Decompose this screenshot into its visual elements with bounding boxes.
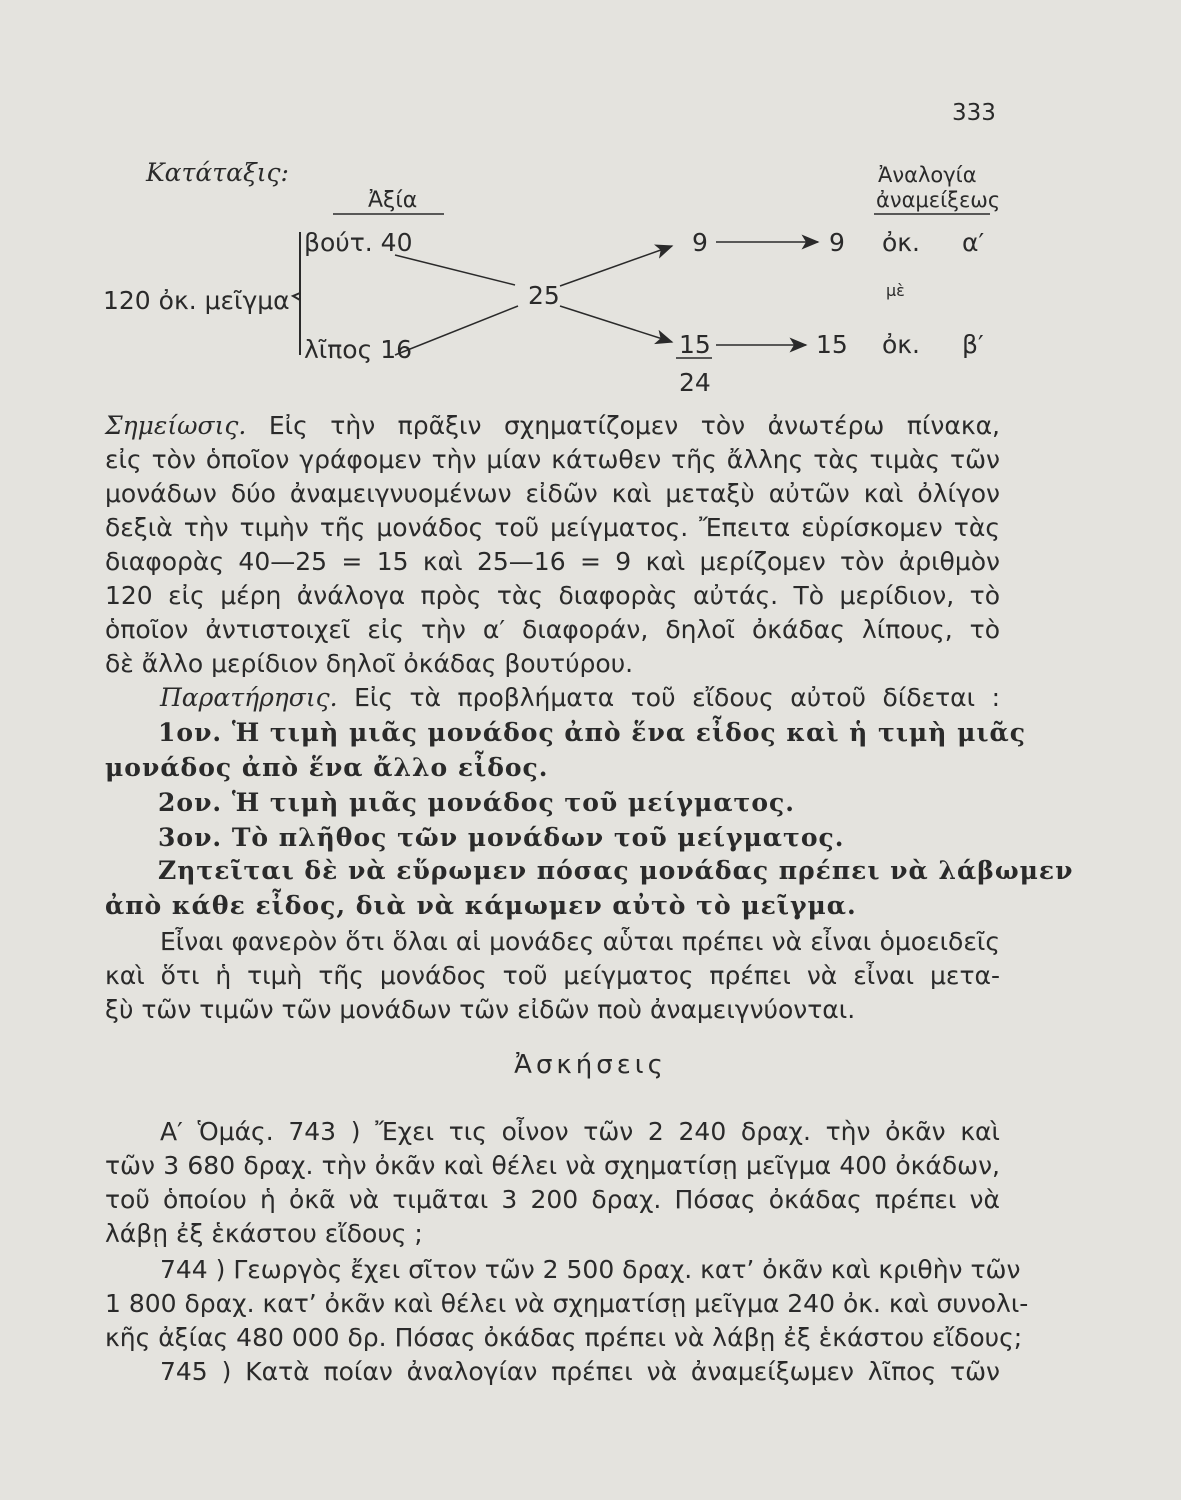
note-line-3: μονάδων δύο ἀναμειγνυομένων εἰδῶν καὶ μεταξὺ αὐτῶν καὶ ὀλίγον: [105, 479, 1000, 508]
value-header: Ἀξία: [368, 188, 418, 213]
closing-line-1: Εἶναι φανερὸν ὅτι ὅλαι αἱ μονάδες αὗται πρέπει νὰ εἶναι ὁμοειδεῖς: [160, 927, 1000, 956]
note-line-6: 120 εἰς μέρη ἀνάλογα πρὸς τὰς διαφορὰς αὐτάς. Τὸ μερίδιον, τὸ: [105, 581, 1000, 610]
closing-line-2: καὶ ὅτι ἡ τιμὴ τῆς μονάδος τοῦ μείγματος πρέπει νὰ εἶναι μετα-: [105, 961, 1000, 990]
mix-value: 25: [528, 281, 560, 310]
unit-1: ὀκ.: [882, 228, 920, 257]
note-line-1: Σημείωσις. Εἰς τὴν πρᾶξιν σχηματίζομεν τὸν ἀνωτέρω πίνακα,: [105, 411, 1001, 440]
ratio-header-line2: ἀναμείξεως: [876, 188, 1001, 212]
exercise-line-3: τοῦ ὁποίου ἡ ὀκᾶ νὰ τιμᾶται 3 200 δραχ. Πόσας ὀκάδας πρέπει νὰ: [105, 1185, 1000, 1214]
note-line-2: εἰς τὸν ὁποῖον γράφομεν τὴν μίαν κάτωθεν τῆς ἄλλης τὰς τιμὰς τῶν: [105, 445, 1000, 474]
observation-line: Παρατήρησις. Εἰς τὰ προβλήματα τοῦ εἴδους αὐτοῦ δίδεται :: [160, 683, 1000, 712]
item-fat: λῖπος 16: [304, 335, 413, 364]
diagram-title: Κατάταξις:: [146, 158, 289, 187]
item-butter: βούτ. 40: [304, 228, 413, 257]
cross-line-2: [395, 306, 518, 355]
exercise-line-4: λάβῃ ἐξ ἑκάστου εἴδους ;: [105, 1219, 423, 1248]
ordinal-1: α′: [962, 228, 985, 257]
difference-2: 15: [679, 330, 711, 359]
mixture-label: 120 ὀκ. μεῖγμα: [103, 286, 290, 315]
arrow-to-15: [560, 306, 672, 342]
difference-1: 9: [692, 228, 708, 257]
observation-label: Παρατήρησις.: [160, 683, 338, 712]
cross-line-1: [395, 255, 515, 285]
ordinal-2: β′: [962, 330, 984, 359]
note-label: Σημείωσις.: [105, 411, 247, 440]
bold-question: Ζητεῖται δὲ νὰ εὕρωμεν πόσας μονάδας πρέπει νὰ λάβωμεν: [158, 856, 1074, 885]
note-line-8: δὲ ἄλλο μερίδιον δηλοῖ ὀκάδας βουτύρου.: [105, 649, 634, 678]
conjunction: μὲ: [886, 281, 905, 300]
diagram-lines: [0, 0, 1181, 420]
exercise-line-7: κῆς ἀξίας 480 000 δρ. Πόσας ὀκάδας πρέπει νὰ λάβῃ ἐξ ἑκάστου εἴδους;: [105, 1323, 1023, 1352]
bold-item-3: 3ον. Τὸ πλῆθος τῶν μονάδων τοῦ μείγματος.: [158, 823, 845, 852]
exercise-line-6: 1 800 δραχ. κατ’ ὀκᾶν καὶ θέλει νὰ σχηματίσῃ μεῖγμα 240 ὀκ. καὶ συνολι-: [105, 1289, 1029, 1318]
mixture-brace: [293, 232, 300, 355]
closing-line-3: ξὺ τῶν τιμῶν τῶν μονάδων τῶν εἰδῶν ποὺ ἀναμειγνύονται.: [105, 995, 856, 1024]
note-line-7: ὁποῖον ἀντιστοιχεῖ εἰς τὴν α′ διαφοράν, δηλοῖ ὀκάδας λίπους, τὸ: [105, 615, 1000, 644]
unit-2: ὀκ.: [882, 330, 920, 359]
bold-question-cont: ἀπὸ κάθε εἶδος, διὰ νὰ κάμωμεν αὐτὸ τὸ μεῖγμα.: [105, 891, 857, 920]
ratio-1: 9: [829, 228, 845, 257]
exercises-heading: Ἀσκήσεις: [514, 1050, 667, 1080]
exercise-line-1: Α′ Ὁμάς. 743 ) Ἔχει τις οἶνον τῶν 2 240 δραχ. τὴν ὀκᾶν καὶ: [160, 1117, 1000, 1146]
difference-sum: 24: [679, 368, 711, 397]
bold-item-1-cont: μονάδος ἀπὸ ἕνα ἄλλο εἶδος.: [105, 753, 549, 782]
page-number: 333: [952, 100, 996, 126]
arrow-to-9: [560, 246, 672, 286]
exercise-line-5: 744 ) Γεωργὸς ἔχει σῖτον τῶν 2 500 δραχ. κατ’ ὀκᾶν καὶ κριθὴν τῶν: [160, 1255, 1021, 1284]
note-line-5: διαφορὰς 40—25 = 15 καὶ 25—16 = 9 καὶ μερίζομεν τὸν ἀριθμὸν: [105, 547, 1000, 576]
bold-item-1: 1ον. Ἡ τιμὴ μιᾶς μονάδος ἀπὸ ἕνα εἶδος καὶ ἡ τιμὴ μιᾶς: [158, 718, 1026, 747]
note-line-4: δεξιὰ τὴν τιμὴν τῆς μονάδος τοῦ μείγματος. Ἔπειτα εὑρίσκομεν τὰς: [105, 513, 1000, 542]
exercise-line-2: τῶν 3 680 δραχ. τὴν ὀκᾶν καὶ θέλει νὰ σχηματίσῃ μεῖγμα 400 ὀκάδων,: [105, 1151, 1000, 1180]
bold-item-2: 2ον. Ἡ τιμὴ μιᾶς μονάδος τοῦ μείγματος.: [158, 788, 795, 817]
ratio-header-line1: Ἀναλογία: [878, 163, 977, 187]
exercise-line-8: 745 ) Κατὰ ποίαν ἀναλογίαν πρέπει νὰ ἀναμείξωμεν λῖπος τῶν: [160, 1357, 1000, 1386]
ratio-2: 15: [816, 330, 848, 359]
